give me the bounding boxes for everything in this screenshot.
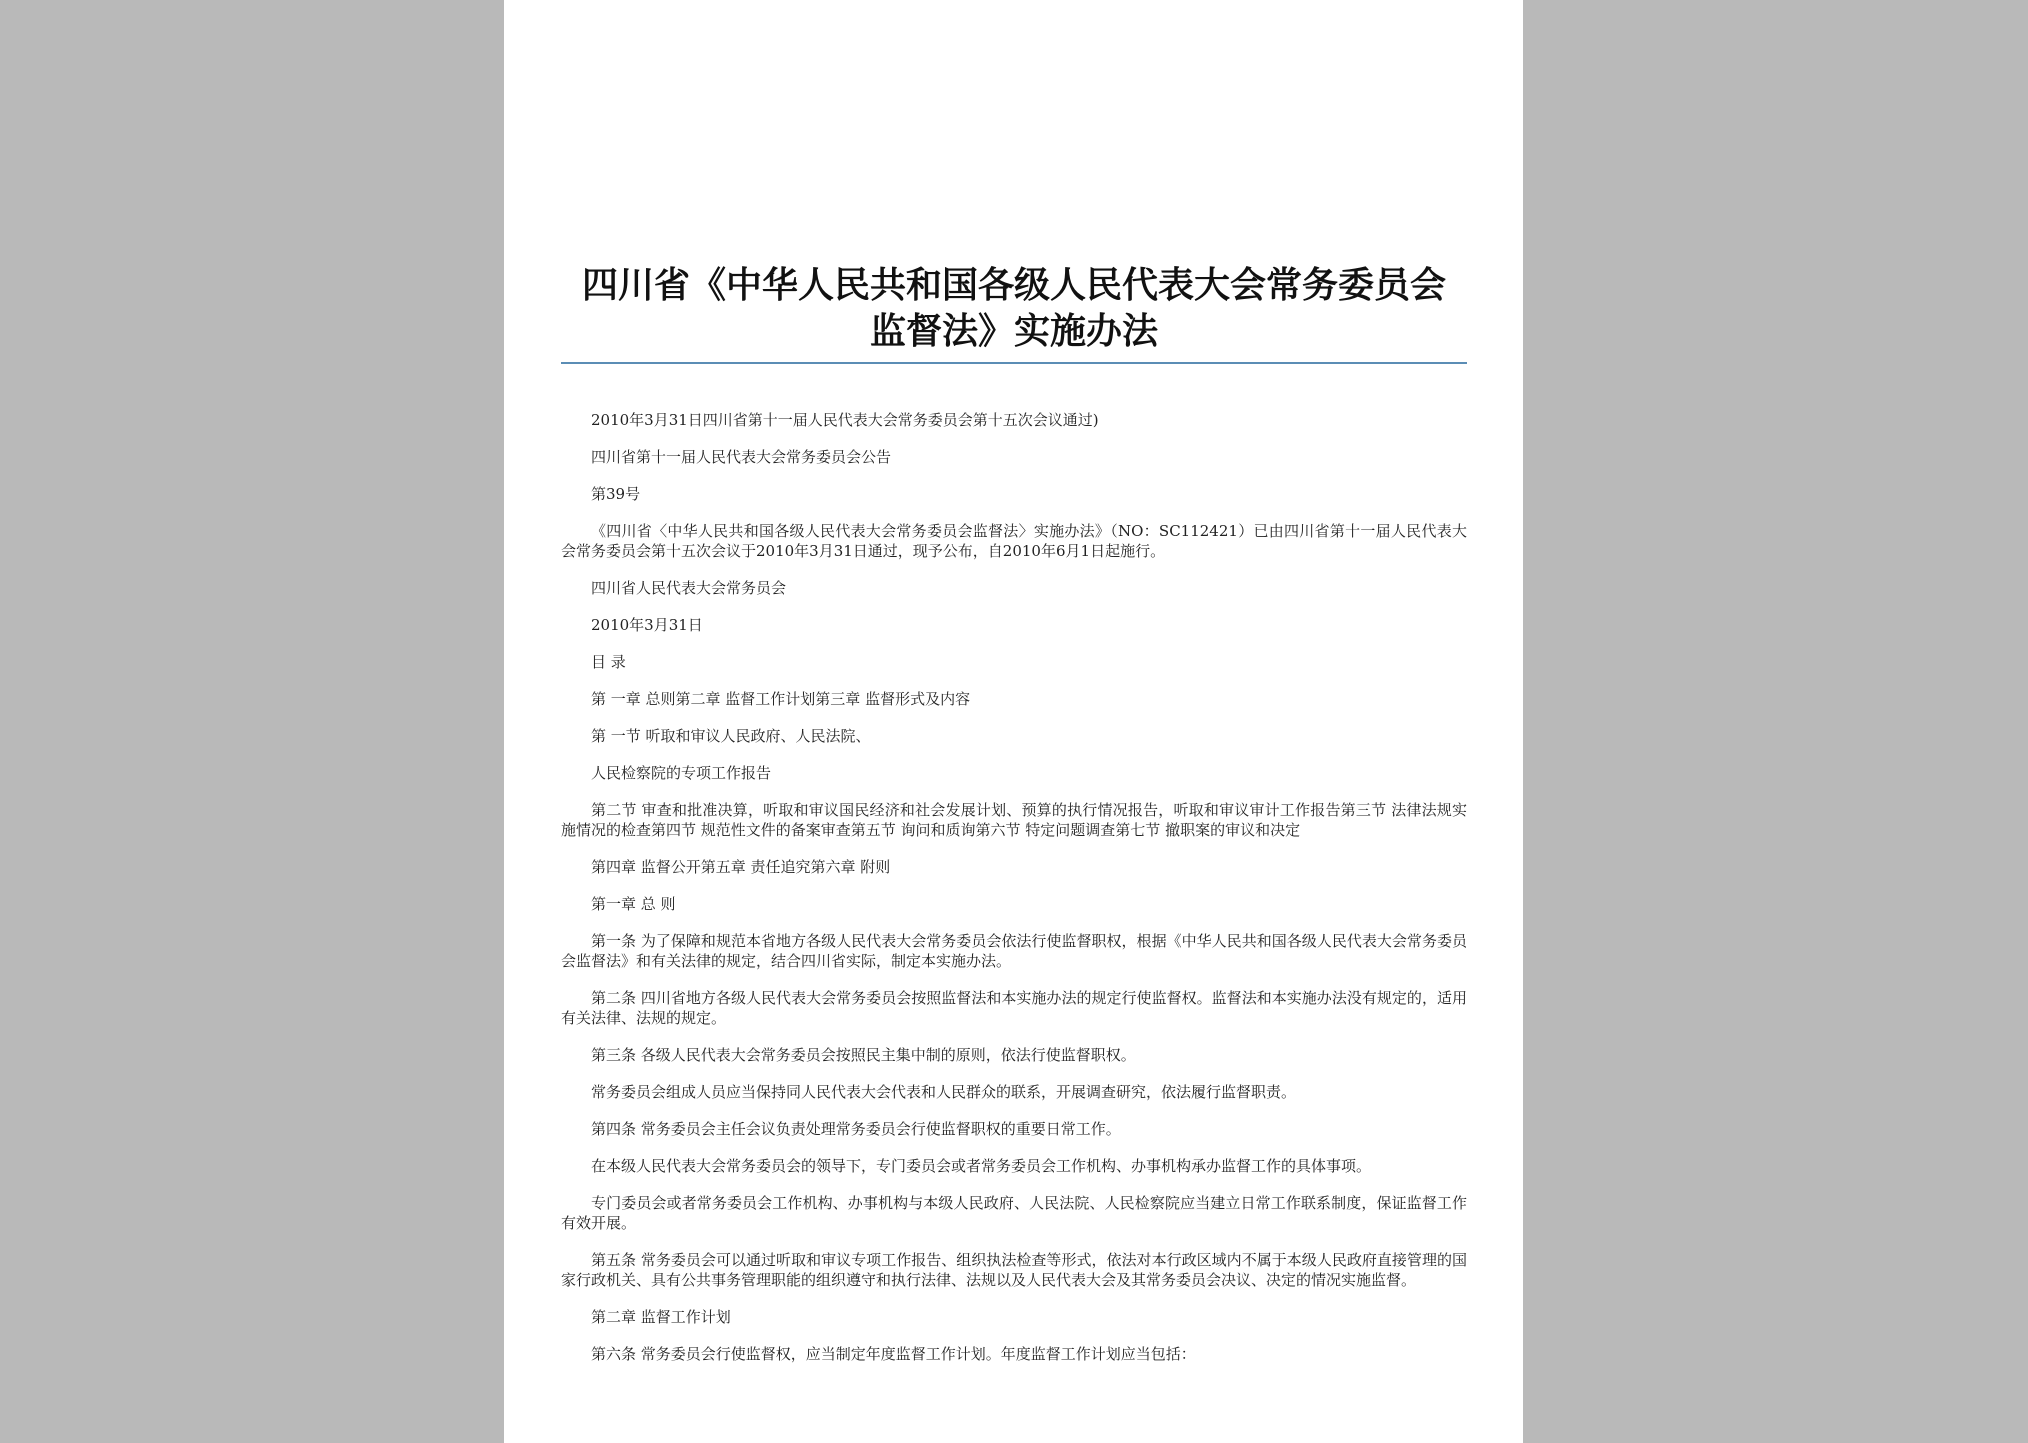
title-line-2: 监督法》实施办法 [869,310,1158,352]
paragraph: 第一章 总 则 [591,895,676,913]
paragraph: 第五条 常务委员会可以通过听取和审议专项工作报告、组织执法检查等形式，依法对本行政区域内不属于本级人民政府直接管理的国家行政机关、具有公共事务管理职能的组织遵守和执行法律、法规以及人民代表大会及其常务委员会决议、决定的情况实施监督。 [561,1251,1467,1289]
paragraph: 2010年3月31日四川省第十一届人民代表大会常务委员会第十五次会议通过) [591,411,1099,429]
paragraph: 第39号 [591,485,641,503]
paragraph: 2010年3月31日 [591,616,703,634]
paragraph: 第 一节 听取和审议人民政府、人民法院、 [591,727,871,745]
title-divider [561,362,1467,364]
paragraph: 在本级人民代表大会常务委员会的领导下，专门委员会或者常务委员会工作机构、办事机构承办监督工作的具体事项。 [591,1157,1372,1175]
paragraph: 四川省人民代表大会常务员会 [591,579,787,597]
paragraph: 第六条 常务委员会行使监督权，应当制定年度监督工作计划。年度监督工作计划应当包括： [591,1345,1196,1363]
paragraph: 第一条 为了保障和规范本省地方各级人民代表大会常务委员会依法行使监督职权，根据《中华人民共和国各级人民代表大会常务委员会监督法》和有关法律的规定，结合四川省实际，制定本实施办法。 [561,932,1467,970]
paragraph: 《四川省〈中华人民共和国各级人民代表大会常务委员会监督法〉实施办法》（NO：SC112421）已由四川省第十一届人民代表大会常务委员会第十五次会议于2010年3月31日通过，现予公布，自2010年6月1日起施行。 [561,522,1467,560]
paragraph: 四川省第十一届人民代表大会常务委员会公告 [591,448,892,466]
paragraph: 第 一章 总则第二章 监督工作计划第三章 监督形式及内容 [591,690,971,708]
paragraph: 第二条 四川省地方各级人民代表大会常务委员会按照监督法和本实施办法的规定行使监督权。监督法和本实施办法没有规定的，适用有关法律、法规的规定。 [561,989,1467,1027]
paragraph: 第二章 监督工作计划 [591,1308,731,1326]
paragraph: 第四章 监督公开第五章 责任追究第六章 附则 [591,858,891,876]
title-line-1: 四川省《中华人民共和国各级人民代表大会常务委员会 [581,264,1446,306]
document-title [561,262,1467,354]
paragraph: 目 录 [591,653,626,671]
paragraph: 第四条 常务委员会主任会议负责处理常务委员会行使监督职权的重要日常工作。 [591,1120,1121,1138]
document-content [561,262,1467,1381]
paragraph: 第三条 各级人民代表大会常务委员会按照民主集中制的原则，依法行使监督职权。 [591,1046,1136,1064]
paragraph: 常务委员会组成人员应当保持同人民代表大会代表和人民群众的联系，开展调查研究，依法履行监督职责。 [591,1083,1297,1101]
paragraph: 人民检察院的专项工作报告 [591,764,772,782]
paragraph: 专门委员会或者常务委员会工作机构、办事机构与本级人民政府、人民法院、人民检察院应当建立日常工作联系制度，保证监督工作有效开展。 [561,1194,1467,1232]
paragraph: 第二节 审查和批准决算，听取和审议国民经济和社会发展计划、预算的执行情况报告，听取和审议审计工作报告第三节 法律法规实施情况的检查第四节 规范性文件的备案审查第五节 询问和质询第六节 特定问题调查第七节 撤职案的审议和决定 [561,801,1467,839]
document-page [504,0,1523,1443]
